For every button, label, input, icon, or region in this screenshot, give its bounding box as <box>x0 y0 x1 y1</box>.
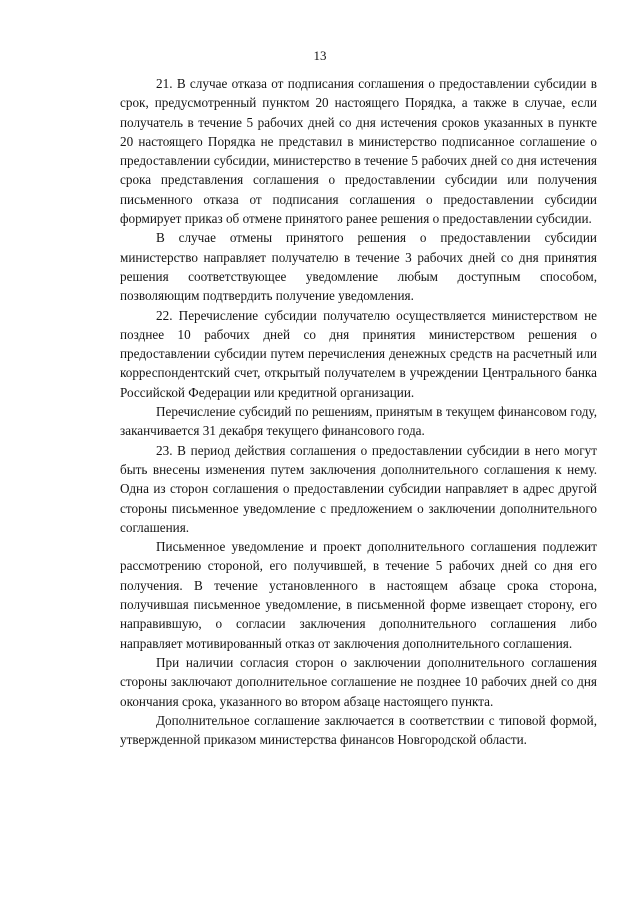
paragraph-agreement-conclusion: При наличии согласия сторон о заключении дополнительного соглашения стороны заключают дополнительное соглашение не позднее 10 рабочих дней со дня окончания срока, указанного во втором абзаце настоящего пункта. <box>120 654 597 709</box>
paragraph-transfer-deadline: Перечисление субсидий по решениям, принятым в текущем финансовом году, заканчивается 31 декабря текущего финансового года. <box>120 404 597 439</box>
paragraph-clause-22: 22. Перечисление субсидии получателю осуществляется министерством не позднее 10 рабочих дней со дня принятия министерством решения о предоставлении субсидии путем перечисления денежных средств на расчетный или корреспондентский счет, открытый получателем в учреждении Центрального банка Российской Федерации или кредитной организации. <box>120 307 597 400</box>
paragraph-clause-23: 23. В период действия соглашения о предоставлении субсидии в него могут быть внесены изменения путем заключения дополнительного соглашения к нему. Одна из сторон соглашения о предоставлении субсидии направляет в адрес другой стороны письменное уведомление с предложением о заключении дополнительного соглашения. <box>120 442 597 535</box>
paragraph-clause-21: 21. В случае отказа от подписания соглашения о предоставлении субсидии в срок, предусмотренный пунктом 20 настоящего Порядка, а также в случае, если получатель в течение 5 рабочих дней со дня истечения сроков указанных в пункте 20 настоящего Порядка не представил в министерство подписанное соглашение о предоставлении субсидии, министерство в течение 5 рабочих дней со дня истечения срока представления соглашения о предоставлении субсидии или получения письменного отказа от подписания соглашения о предоставлении субсидии формирует приказ об отмене принятого ранее решения о предоставлении субсидии. <box>120 76 597 227</box>
page-number: 13 <box>313 48 327 63</box>
paragraph-notice-review: Письменное уведомление и проект дополнительного соглашения подлежит рассмотрению стороной, его получившей, в течение 5 рабочих дней со дня его получения. В течение установленного в настоящем абзаце срока сторона, получившая письменное уведомление, в письменной форме извещает сторону, его направившую, о согласии заключения дополнительного соглашения либо направляет мотивированный отказ от заключения дополнительного соглашения. <box>120 539 597 651</box>
document-body <box>120 74 597 749</box>
paragraph-standard-form: Дополнительное соглашение заключается в соответствии с типовой формой, утвержденной приказом министерства финансов Новгородской области. <box>120 712 597 748</box>
paragraph-cancellation-notice: В случае отмены принятого решения о предоставлении субсидии министерство направляет получателю в течение 3 рабочих дней со дня принятия решения соответствующее уведомление любым доступным способом, позволяющим подтвердить получение уведомления. <box>120 230 597 304</box>
